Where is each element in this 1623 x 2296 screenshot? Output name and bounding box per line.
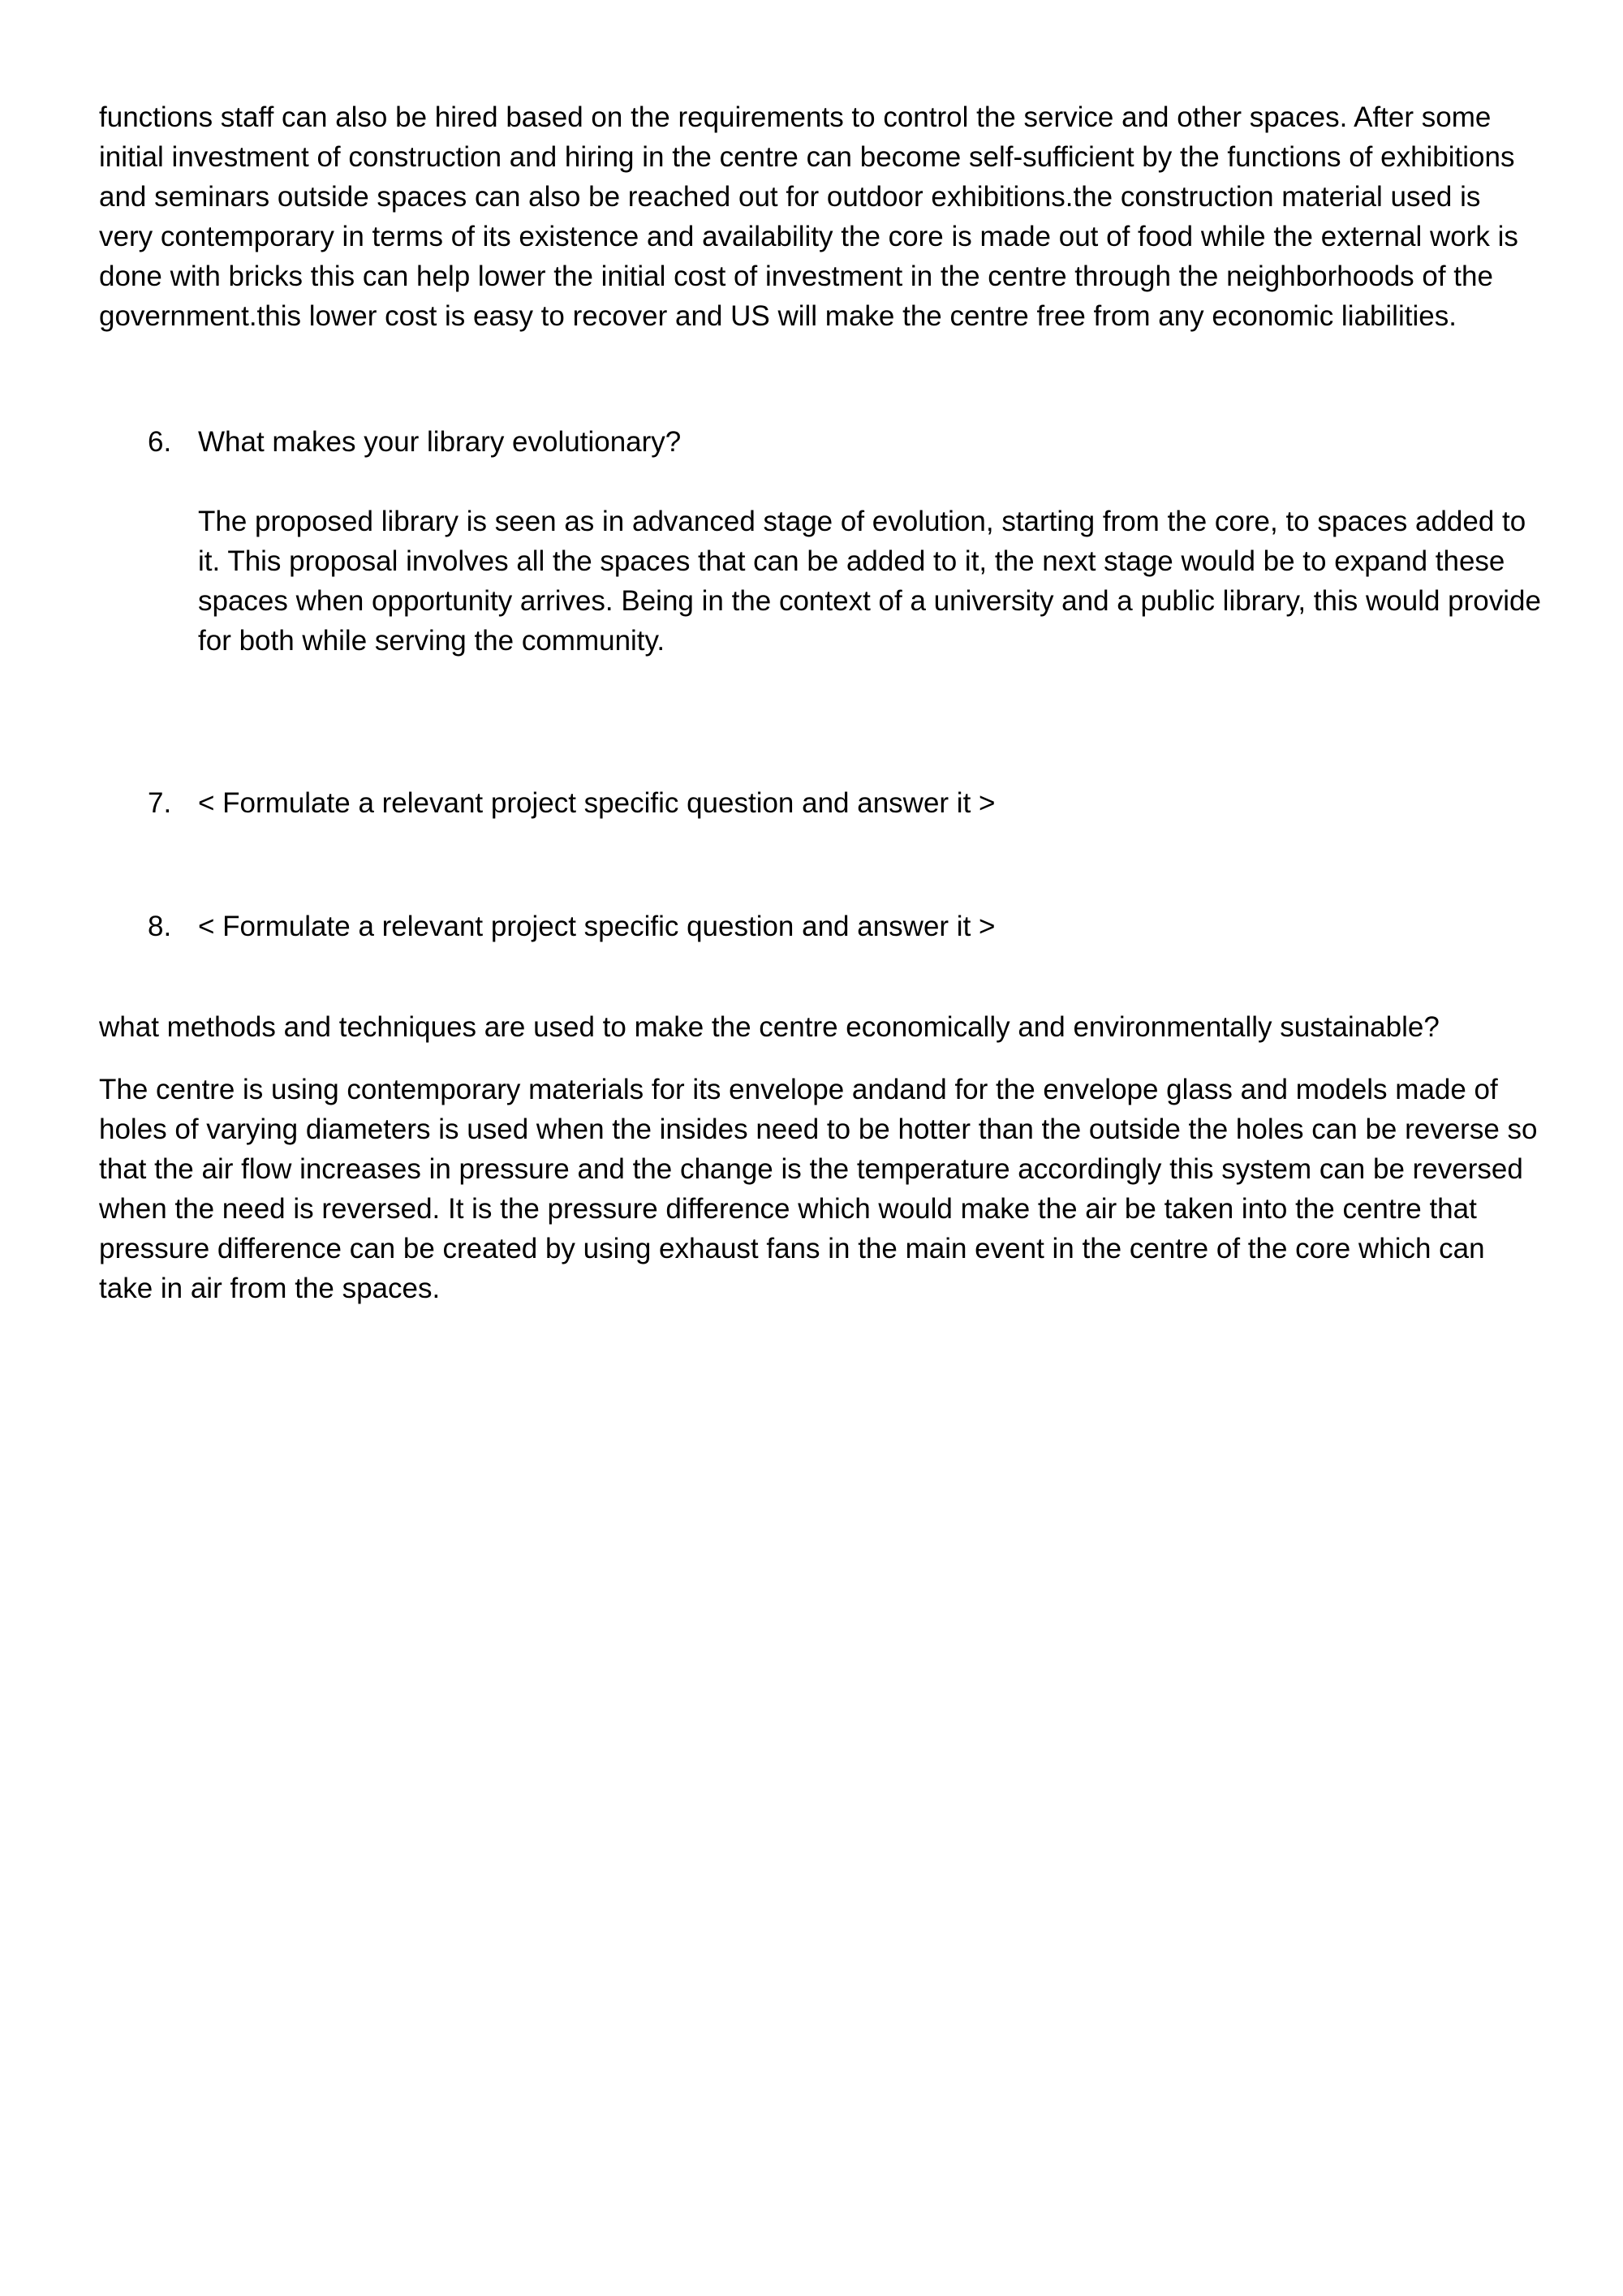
intro-paragraph: functions staff can also be hired based on the requirements to control the service and other spaces. After some initial investment of construction and hiring in the centre can become self-sufficient by the functions of exhibitions and seminars outside spaces can also be reached out for outdoor exhibitions.the construction material used is very contemporary in terms of its existence and availability the core is made out of food while the external work is done with bricks this can help lower the initial cost of investment in the centre through the neighborhoods of the government.this lower cost is easy to recover and US will make the centre free from any economic liabilities. xyxy=(99,101,1518,332)
sustainability-question: what methods and techniques are used to make the centre economically and environmentally sustainable? xyxy=(99,1011,1440,1043)
question-item-7 xyxy=(148,783,1543,823)
question-text: What makes your library evolutionary? xyxy=(198,426,682,458)
question-item-6 xyxy=(148,422,1543,462)
question-number: 8. xyxy=(148,911,172,942)
question-text: < Formulate a relevant project specific question and answer it > xyxy=(198,787,996,819)
question-text: < Formulate a relevant project specific question and answer it > xyxy=(198,911,996,942)
question-number: 7. xyxy=(148,787,172,819)
question-number: 6. xyxy=(148,426,172,458)
question-6-answer: The proposed library is seen as in advanced stage of evolution, starting from the core, to spaces added to it. This proposal involves all the spaces that can be added to it, the next stage would be to expand these spaces when opportunity arrives. Being in the context of a university and a public library, this would provide for both while serving the community. xyxy=(198,506,1541,657)
question-item-8 xyxy=(148,907,1543,946)
sustainability-answer: The centre is using contemporary materials for its envelope andand for the envelope glass and models made of holes of varying diameters is used when the insides need to be hotter than the outside the holes can be reverse so that the air flow increases in pressure and the change is the temperature accordingly this system can be reversed when the need is reversed. It is the pressure difference which would make the air be taken into the centre that pressure difference can be created by using exhaust fans in the main event in the centre of the core which can take in air from the spaces. xyxy=(99,1074,1538,1304)
